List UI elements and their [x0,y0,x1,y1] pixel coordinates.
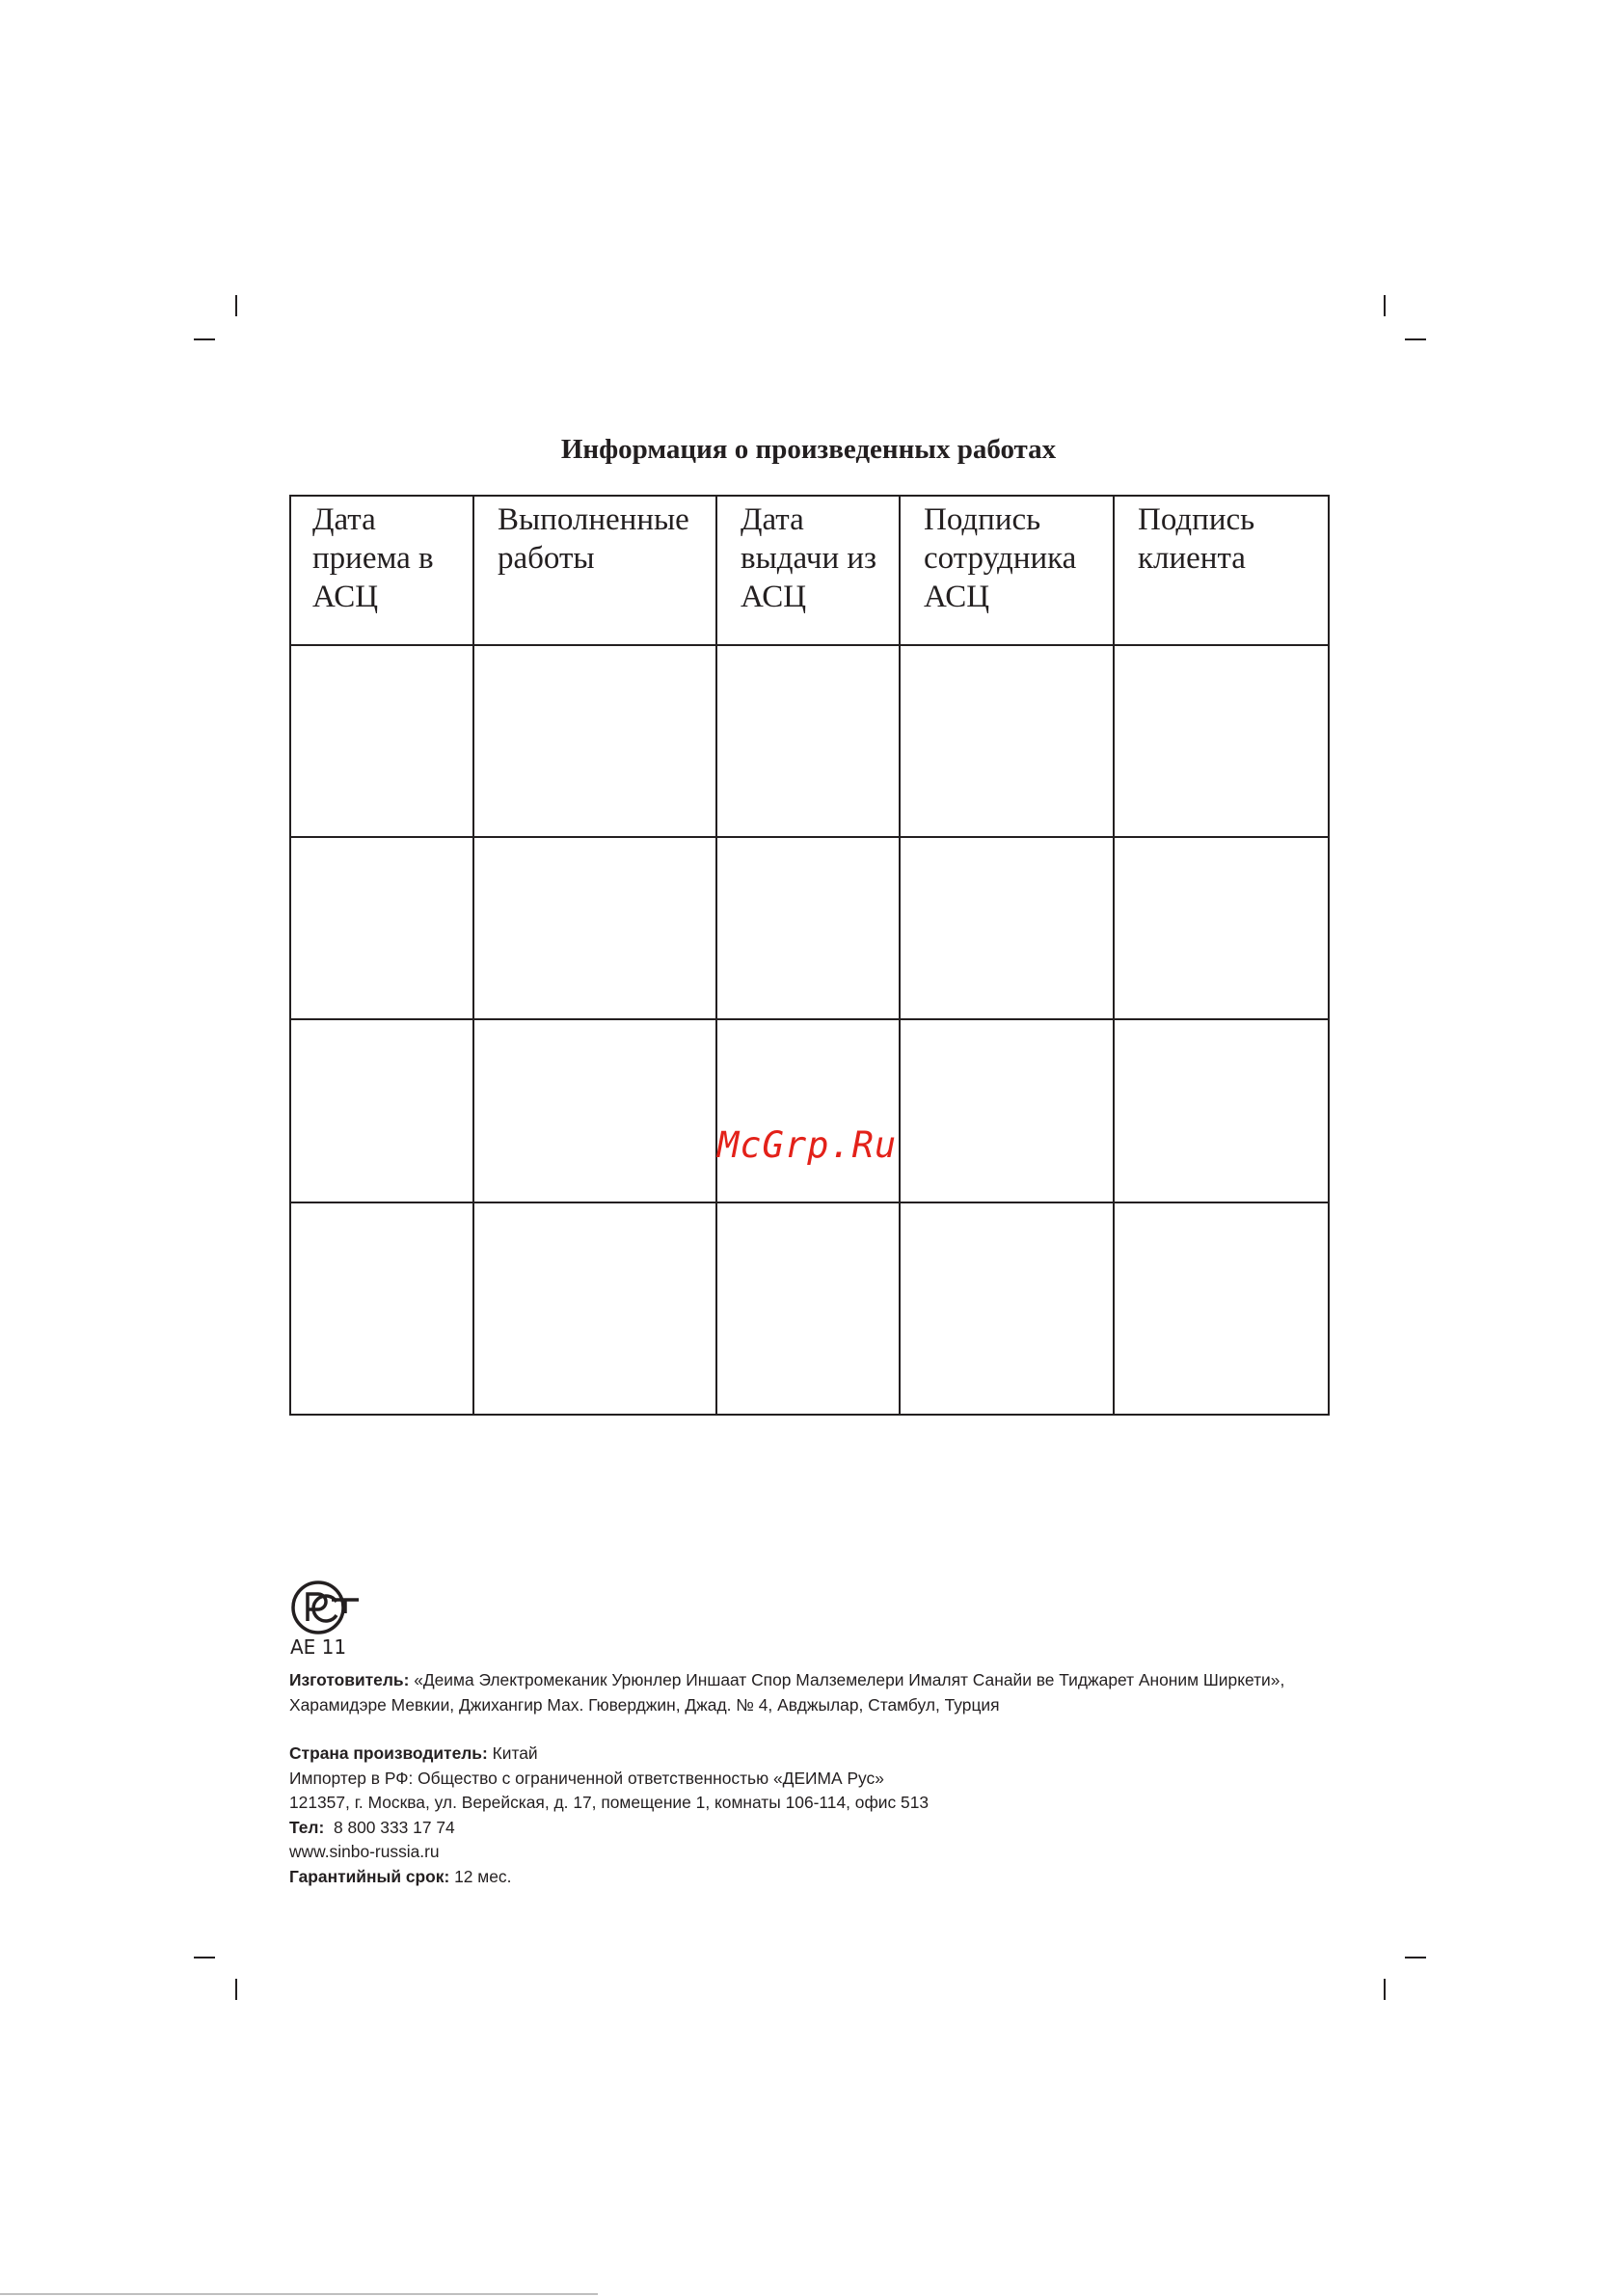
table-cell [900,837,1114,1019]
certification-code: AE 11 [290,1635,347,1659]
table-cell [716,837,900,1019]
table-cell [1114,1202,1329,1415]
table-cell [473,1202,716,1415]
table-cell [716,645,900,838]
gost-r-certification-icon [289,1579,363,1636]
country-value: Китай [487,1743,538,1763]
table-cell [1114,837,1329,1019]
table-cell [290,1019,473,1202]
watermark: McGrp.Ru [717,1124,898,1166]
table-cell [290,837,473,1019]
crop-mark-top-left-vertical [235,295,237,316]
table-row [290,837,1329,1019]
manufacturer-text: «Деима Электромеканик Урюнлер Иншаат Спор Малземелери Ималят Санайи ве Тиджарет Аноним Ширкети», Харамидэре Мевкии, Джихангир Мах. Гюверджин, Джад. № 4, Авджылар, Стамбул, Турция [289,1670,1285,1715]
work-info-table [289,495,1330,1416]
warranty-value: 12 мес. [449,1866,512,1886]
header-work-done: Выполненные работы [473,496,716,645]
website-link[interactable]: www.sinbo-russia.ru [289,1842,440,1861]
crop-mark-bottom-left-vertical [235,1979,237,2000]
warranty-label: Гарантийный срок: [289,1866,450,1886]
table-cell [473,837,716,1019]
importer-line: Импортер в РФ: Общество с ограниченной ответственностью «ДЕИМА Рус» [289,1768,884,1788]
crop-mark-bottom-right-vertical [1384,1979,1386,2000]
table-cell [900,1019,1114,1202]
header-client-signature: Подпись клиента [1114,496,1329,645]
table-cell [716,1019,900,1202]
header-date-issued: Дата выдачи из АСЦ [716,496,900,645]
phone-label: Тел: [289,1817,325,1837]
manufacturer-info [289,1668,1340,1889]
table-header-row [290,496,1329,645]
table-cell [290,645,473,838]
table-cell [1114,1019,1329,1202]
page-title: Информация о произведенных работах [560,434,1057,465]
crop-mark-bottom-right-horizontal [1405,1957,1426,1958]
table-row [290,645,1329,838]
phone-value: 8 800 333 17 74 [324,1817,455,1837]
table-cell [716,1202,900,1415]
bottom-rule [0,2293,598,2295]
country-label: Страна производитель: [289,1743,488,1763]
table-cell [900,645,1114,838]
manufacturer-label: Изготовитель: [289,1670,410,1689]
crop-mark-bottom-left-horizontal [194,1957,215,1958]
header-date-received: Дата приема в АСЦ [290,496,473,645]
table-cell [290,1202,473,1415]
table-cell [473,645,716,838]
phone-line [289,1816,1340,1841]
table-row [290,1019,1329,1202]
table-row [290,1202,1329,1415]
address-line: 121357, г. Москва, ул. Верейская, д. 17, помещение 1, комнаты 106-114, офис 513 [289,1793,930,1812]
crop-mark-top-left-horizontal [194,338,215,340]
warranty-line [289,1865,1340,1890]
table-cell [1114,645,1329,838]
table-cell [900,1202,1114,1415]
header-employee-signature: Подпись сотрудника АСЦ [900,496,1114,645]
country-line [289,1742,1340,1767]
table-cell [473,1019,716,1202]
crop-mark-top-right-vertical [1384,295,1386,316]
crop-mark-top-right-horizontal [1405,338,1426,340]
manufacturer-paragraph [289,1668,1340,1717]
